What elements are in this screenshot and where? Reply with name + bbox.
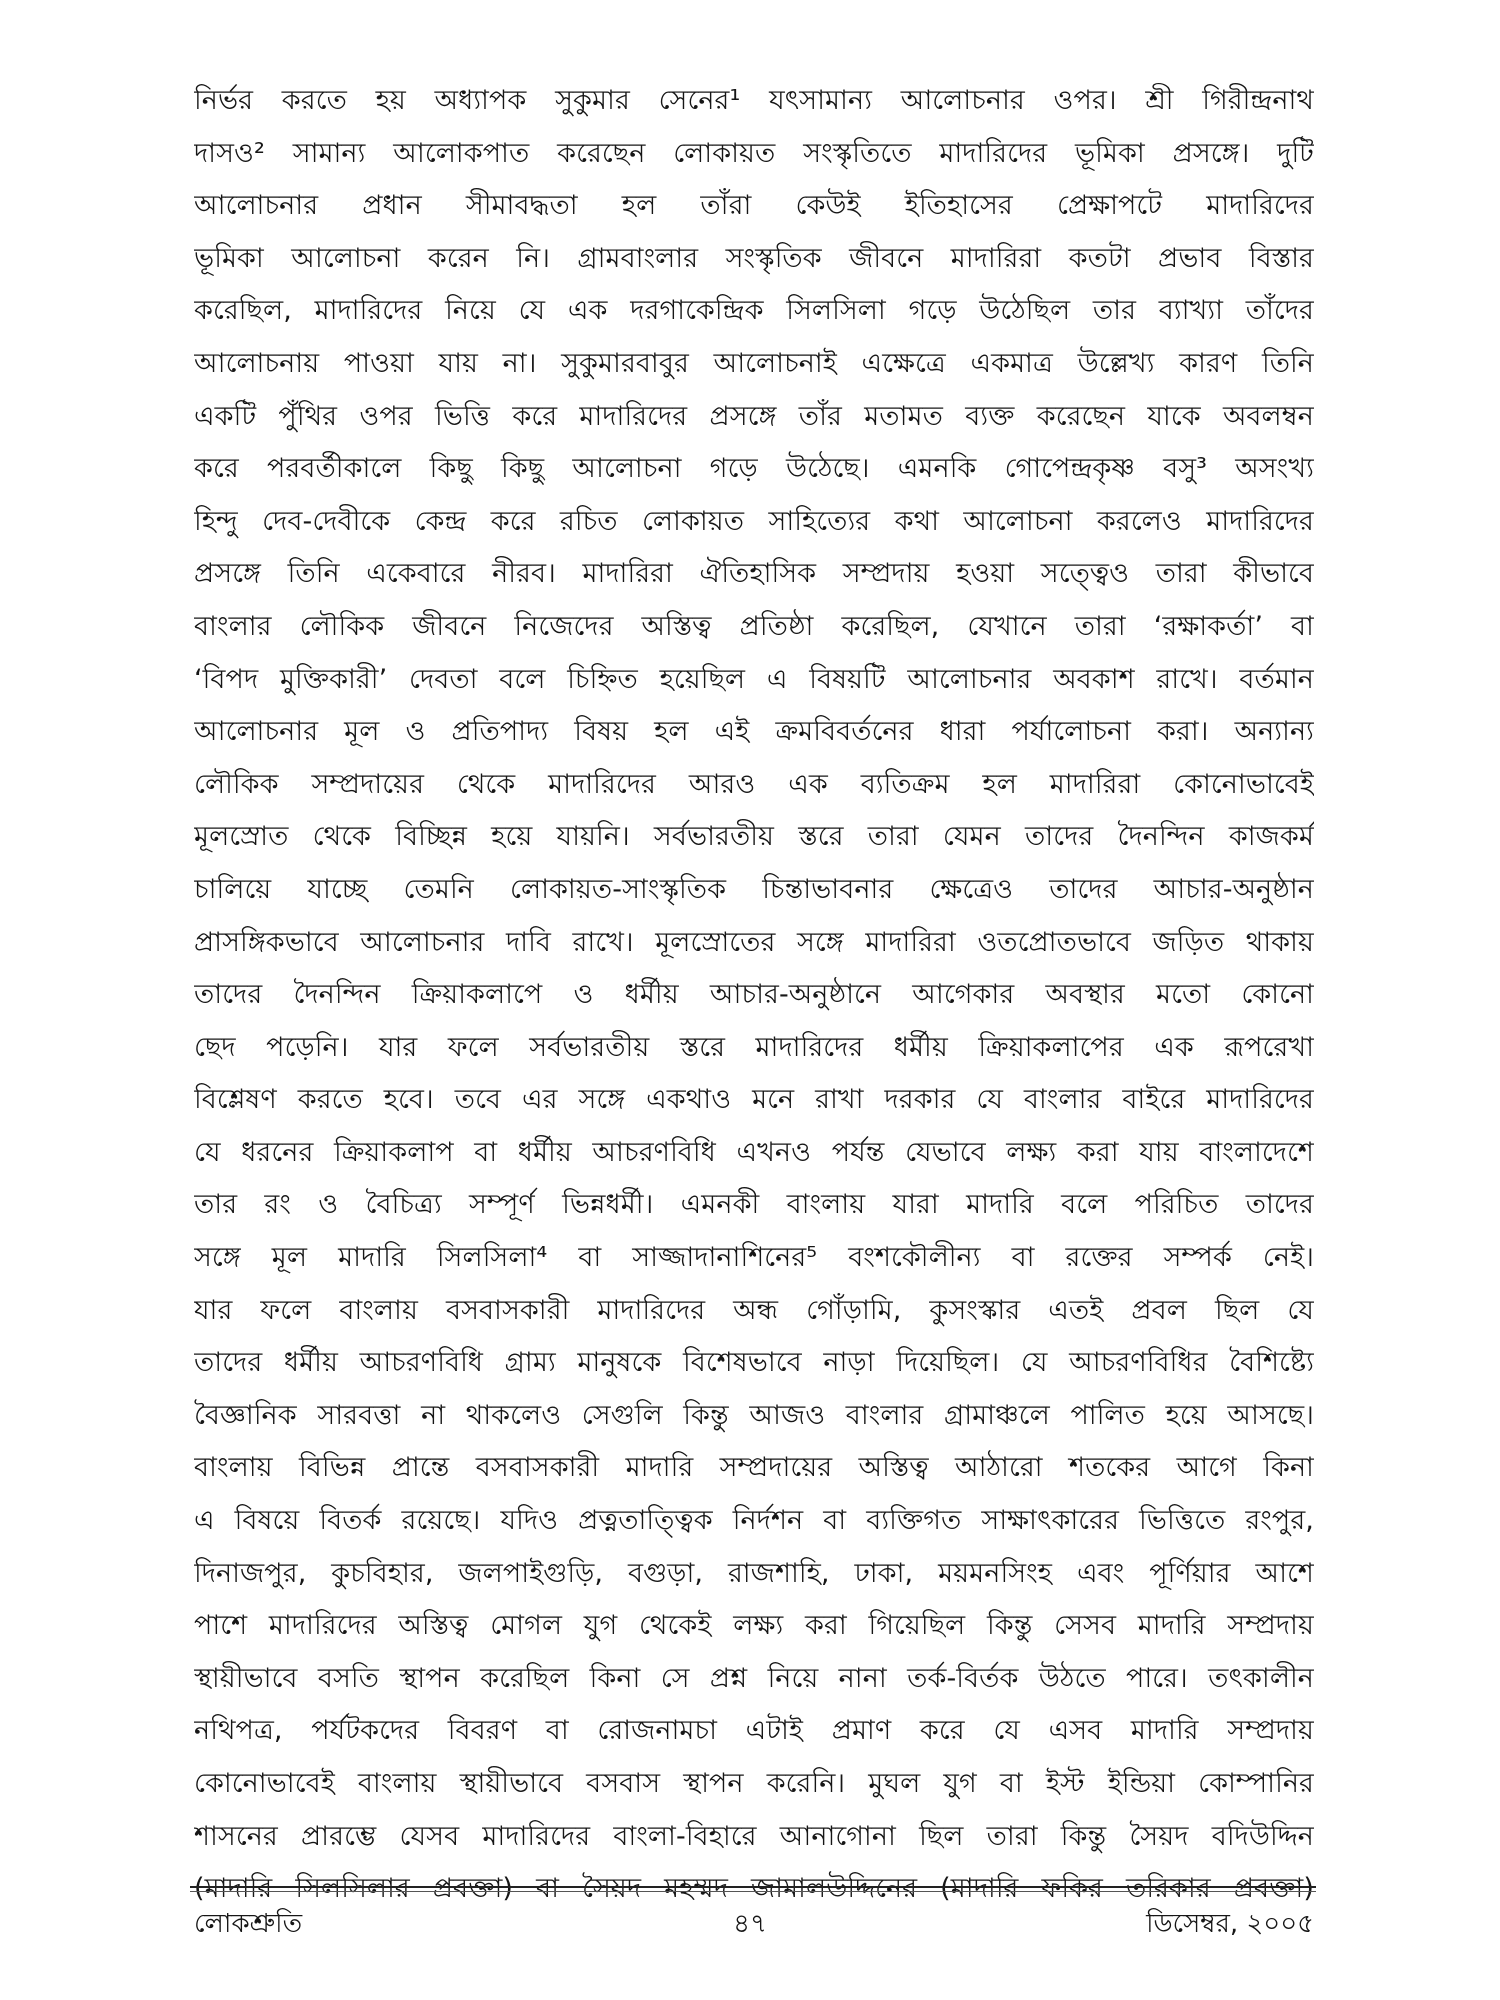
text-line: নথিপত্র, পর্যটকদের বিবরণ বা রোজনামচা এটাই প্রমাণ করে যে এসব মাদারি সম্প্রদায় (194, 1715, 1314, 1747)
text-line: পাশে মাদারিদের অস্তিত্ব মোগল যুগ থেকেই লক্ষ্য করা গিয়েছিল কিন্তু সেসব মাদারি সম্প্রদায় (194, 1610, 1314, 1642)
text-line: ভূমিকা আলোচনা করেন নি। গ্রামবাংলার সংস্কৃতিক জীবনে মাদারিরা কতটা প্রভাব বিস্তার (194, 242, 1314, 274)
text-line: চালিয়ে যাচ্ছে তেমনি লোকায়ত-সাংস্কৃতিক চিন্তাভাবনার ক্ষেত্রেও তাদের আচার-অনুষ্ঠান (194, 873, 1314, 905)
text-line: একটি পুঁথির ওপর ভিত্তি করে মাদারিদের প্রসঙ্গে তাঁর মতামত ব্যক্ত করেছেন যাকে অবলম্বন (194, 400, 1314, 432)
text-line: (মাদারি সিলসিলার প্রবক্তা) বা সৈয়দ মহম্মদ জামালউদ্দিনের (মাদারি ফকির তরিকার প্রবক্তা) (194, 1873, 1314, 1905)
text-line: কোনোভাবেই বাংলায় স্থায়ীভাবে বসবাস স্থাপন করেনি। মুঘল যুগ বা ইস্ট ইন্ডিয়া কোম্পানির (194, 1768, 1314, 1799)
footer-rule-secondary (190, 1891, 1316, 1892)
text-line: বাংলায় বিভিন্ন প্রান্তে বসবাসকারী মাদারি সম্প্রদায়ের অস্তিত্ব আঠারো শতকের আগে কিনা (194, 1452, 1314, 1484)
text-line: লৌকিক সম্প্রদায়ের থেকে মাদারিদের আরও এক ব্যতিক্রম হল মাদারিরা কোনোভাবেই (194, 768, 1314, 800)
text-line: দাসও² সামান্য আলোকপাত করেছেন লোকায়ত সংস্কৃতিতে মাদারিদের ভূমিকা প্রসঙ্গে। দুটি (194, 137, 1314, 169)
text-line: মূলস্রোত থেকে বিচ্ছিন্ন হয়ে যায়নি। সর্বভারতীয় স্তরে তারা যেমন তাদের দৈনন্দিন কাজকর্ম (194, 821, 1314, 853)
text-line: তার রং ও বৈচিত্র্য সম্পূর্ণ ভিন্নধর্মী। এমনকী বাংলায় যারা মাদারি বলে পরিচিত তাদের (194, 1189, 1314, 1221)
text-line: নির্ভর করতে হয় অধ্যাপক সুকুমার সেনের¹ যৎসামান্য আলোচনার ওপর। শ্রী গিরীন্দ্রনাথ (194, 85, 1314, 116)
issue-date: ডিসেম্বর, ২০০৫ (1146, 1909, 1314, 1939)
text-line: আলোচনার প্রধান সীমাবদ্ধতা হল তাঁরা কেউই ইতিহাসের প্রেক্ষাপটে মাদারিদের (194, 190, 1314, 222)
text-line: শাসনের প্রারম্ভে যেসব মাদারিদের বাংলা-বিহারে আনাগোনা ছিল তারা কিন্তু সৈয়দ বদিউদ্দিন (194, 1820, 1314, 1852)
body-text (194, 75, 1314, 1916)
text-line: করে পরবর্তীকালে কিছু কিছু আলোচনা গড়ে উঠেছে। এমনকি গোপেন্দ্রকৃষ্ণ বসু³ অসংখ্য (194, 453, 1314, 485)
text-line: বাংলার লৌকিক জীবনে নিজেদের অস্তিত্ব প্রতিষ্ঠা করেছিল, যেখানে তারা ‘রক্ষাকর্তা’ বা (194, 610, 1314, 642)
text-line: স্থায়ীভাবে বসতি স্থাপন করেছিল কিনা সে প্রশ্ন নিয়ে নানা তর্ক-বির্তক উঠতে পারে। তৎকালীন (194, 1662, 1314, 1694)
text-line: ছেদ পড়েনি। যার ফলে সর্বভারতীয় স্তরে মাদারিদের ধর্মীয় ক্রিয়াকলাপের এক রূপরেখা (194, 1031, 1314, 1063)
text-line: তাদের ধর্মীয় আচরণবিধি গ্রাম্য মানুষকে বিশেষভাবে নাড়া দিয়েছিল। যে আচরণবিধির বৈশিষ্ট্যে (194, 1347, 1314, 1379)
text-line: যে ধরনের ক্রিয়াকলাপ বা ধর্মীয় আচরণবিধি এখনও পর্যন্ত যেভাবে লক্ষ্য করা যায় বাংলাদেশে (194, 1136, 1314, 1168)
text-line: আলোচনায় পাওয়া যায় না। সুকুমারবাবুর আলোচনাই এক্ষেত্রে একমাত্র উল্লেখ্য কারণ তিনি (194, 347, 1314, 379)
text-line: ‘বিপদ মুক্তিকারী’ দেবতা বলে চিহ্নিত হয়েছিল এ বিষয়টি আলোচনার অবকাশ রাখে। বর্তমান (194, 663, 1314, 695)
journal-name: লোকশ্রুতি (194, 1909, 303, 1939)
text-line: প্রসঙ্গে তিনি একেবারে নীরব। মাদারিরা ঐতিহাসিক সম্প্রদায় হওয়া সত্ত্বেও তারা কীভাবে (194, 558, 1314, 590)
text-line: সঙ্গে মূল মাদারি সিলসিলা⁴ বা সাজ্জাদানাশিনের⁵ বংশকৌলীন্য বা রক্তের সম্পর্ক নেই। (194, 1242, 1314, 1274)
text-line: হিন্দু দেব-দেবীকে কেন্দ্র করে রচিত লোকায়ত সাহিত্যের কথা আলোচনা করলেও মাদারিদের (194, 505, 1314, 537)
footer-rule (190, 1886, 1316, 1888)
text-line: বিশ্লেষণ করতে হবে। তবে এর সঙ্গে একথাও মনে রাখা দরকার যে বাংলার বাইরে মাদারিদের (194, 1084, 1314, 1116)
text-line: দিনাজপুর, কুচবিহার, জলপাইগুড়ি, বগুড়া, রাজশাহি, ঢাকা, ময়মনসিংহ এবং পূর্ণিয়ার আশে (194, 1557, 1314, 1589)
page-number: ৪৭ (733, 1909, 767, 1939)
text-line: আলোচনার মূল ও প্রতিপাদ্য বিষয় হল এই ক্রমবিবর্তনের ধারা পর্যালোচনা করা। অন্যান্য (194, 716, 1314, 748)
text-line: তাদের দৈনন্দিন ক্রিয়াকলাপে ও ধর্মীয় আচার-অনুষ্ঠানে আগেকার অবস্থার মতো কোনো (194, 979, 1314, 1011)
text-line: প্রাসঙ্গিকভাবে আলোচনার দাবি রাখে। মূলস্রোতের সঙ্গে মাদারিরা ওতপ্রোতভাবে জড়িত থাকায় (194, 926, 1314, 958)
text-line: যার ফলে বাংলায় বসবাসকারী মাদারিদের অন্ধ গোঁড়ামি, কুসংস্কার এতই প্রবল ছিল যে (194, 1294, 1314, 1326)
text-line: করেছিল, মাদারিদের নিয়ে যে এক দরগাকেন্দ্রিক সিলসিলা গড়ে উঠেছিল তার ব্যাখ্যা তাঁদের (194, 295, 1314, 327)
text-line: এ বিষয়ে বিতর্ক রয়েছে। যদিও প্রত্নতাত্ত্বিক নির্দশন বা ব্যক্তিগত সাক্ষাৎকারের ভিত্তিতে রংপুর, (194, 1505, 1314, 1537)
text-line: বৈজ্ঞানিক সারবত্তা না থাকলেও সেগুলি কিন্তু আজও বাংলার গ্রামাঞ্চলে পালিত হয়ে আসছে। (194, 1399, 1314, 1431)
